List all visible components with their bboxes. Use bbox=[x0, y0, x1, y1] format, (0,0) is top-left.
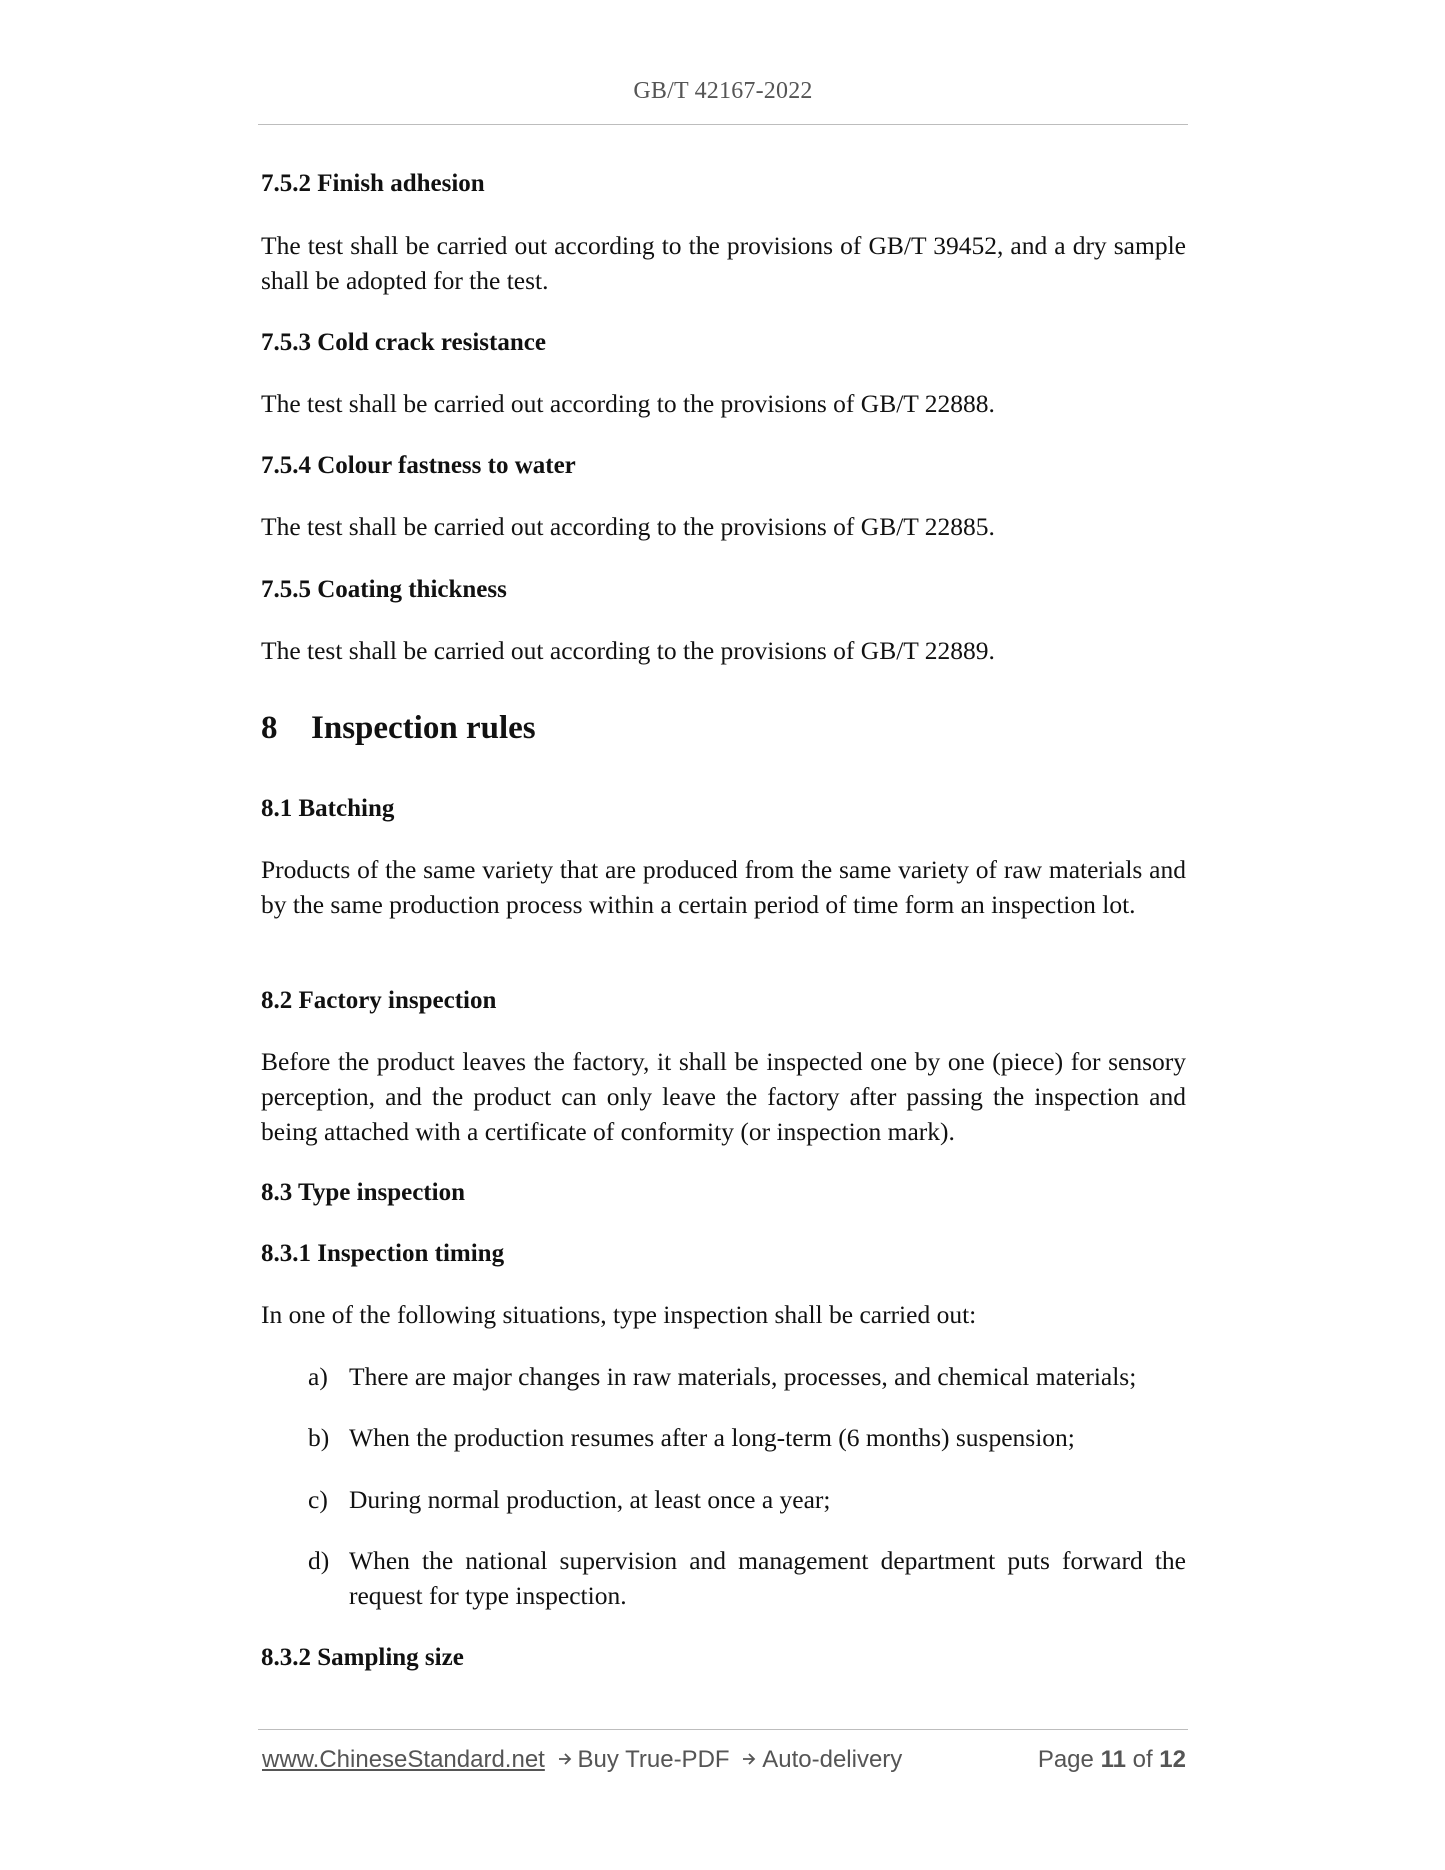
list-item-text: When the national supervision and management department puts forward the request for type inspection. bbox=[349, 1546, 1186, 1610]
heading-7-5-2: 7.5.2 Finish adhesion bbox=[261, 170, 485, 197]
page-header-title: GB/T 42167-2022 bbox=[633, 78, 813, 104]
page-label: Page bbox=[1037, 1746, 1094, 1773]
arrow-right-icon bbox=[742, 1752, 756, 1766]
paragraph-7-5-2: The test shall be carried out according to the provisions of GB/T 39452, and a dry sample shall be adopted for the test. bbox=[261, 231, 1186, 295]
list-marker: c) bbox=[308, 1485, 328, 1514]
current-page-number: 11 bbox=[1100, 1746, 1126, 1773]
chapter-heading-8 bbox=[261, 708, 1186, 748]
footer-divider bbox=[258, 1729, 1188, 1730]
list-marker: d) bbox=[308, 1546, 330, 1575]
paragraph-7-5-3: The test shall be carried out according to the provisions of GB/T 22888. bbox=[261, 389, 995, 418]
list-item bbox=[308, 1543, 1186, 1613]
heading-8-1: 8.1 Batching bbox=[261, 795, 395, 822]
list-item bbox=[308, 1482, 1186, 1517]
list-marker: a) bbox=[308, 1362, 328, 1391]
total-pages-number: 12 bbox=[1159, 1746, 1186, 1773]
header-divider bbox=[258, 124, 1188, 125]
list-item-text: When the production resumes after a long-term (6 months) suspension; bbox=[349, 1423, 1075, 1452]
website-link[interactable]: www.ChineseStandard.net bbox=[262, 1746, 545, 1773]
buy-text: Buy True-PDF bbox=[577, 1746, 730, 1773]
list-item bbox=[308, 1420, 1186, 1455]
list-item-text: During normal production, at least once a year; bbox=[349, 1485, 831, 1514]
heading-7-5-5: 7.5.5 Coating thickness bbox=[261, 576, 507, 603]
arrow-right-icon bbox=[558, 1752, 572, 1766]
heading-8-3-2: 8.3.2 Sampling size bbox=[261, 1644, 464, 1671]
page-footer bbox=[262, 1746, 1186, 1778]
paragraph-8-3-1: In one of the following situations, type inspection shall be carried out: bbox=[261, 1300, 977, 1329]
list-item-text: There are major changes in raw materials, processes, and chemical materials; bbox=[349, 1362, 1137, 1391]
delivery-text: Auto-delivery bbox=[762, 1746, 903, 1773]
paragraph-8-1: Products of the same variety that are produced from the same variety of raw materials and by the same production process within a certain period of time form an inspection lot. bbox=[261, 855, 1186, 919]
heading-7-5-4: 7.5.4 Colour fastness to water bbox=[261, 452, 576, 479]
chapter-title: Inspection rules bbox=[311, 710, 536, 746]
of-label: of bbox=[1132, 1746, 1153, 1773]
heading-8-3: 8.3 Type inspection bbox=[261, 1179, 465, 1206]
paragraph-7-5-4: The test shall be carried out according to the provisions of GB/T 22885. bbox=[261, 512, 995, 541]
heading-7-5-3: 7.5.3 Cold crack resistance bbox=[261, 329, 546, 356]
list-marker: b) bbox=[308, 1423, 330, 1452]
page-indicator bbox=[1038, 1746, 1186, 1774]
paragraph-8-2: Before the product leaves the factory, it shall be inspected one by one (piece) for sensory perception, and the product can only leave the factory after passing the inspection and being attached with a certificate of conformity (or inspection mark). bbox=[261, 1047, 1186, 1146]
heading-8-2: 8.2 Factory inspection bbox=[261, 987, 497, 1014]
list-item bbox=[308, 1359, 1186, 1394]
heading-8-3-1: 8.3.1 Inspection timing bbox=[261, 1240, 505, 1267]
chapter-number: 8 bbox=[261, 710, 278, 746]
paragraph-7-5-5: The test shall be carried out according to the provisions of GB/T 22889. bbox=[261, 636, 995, 665]
